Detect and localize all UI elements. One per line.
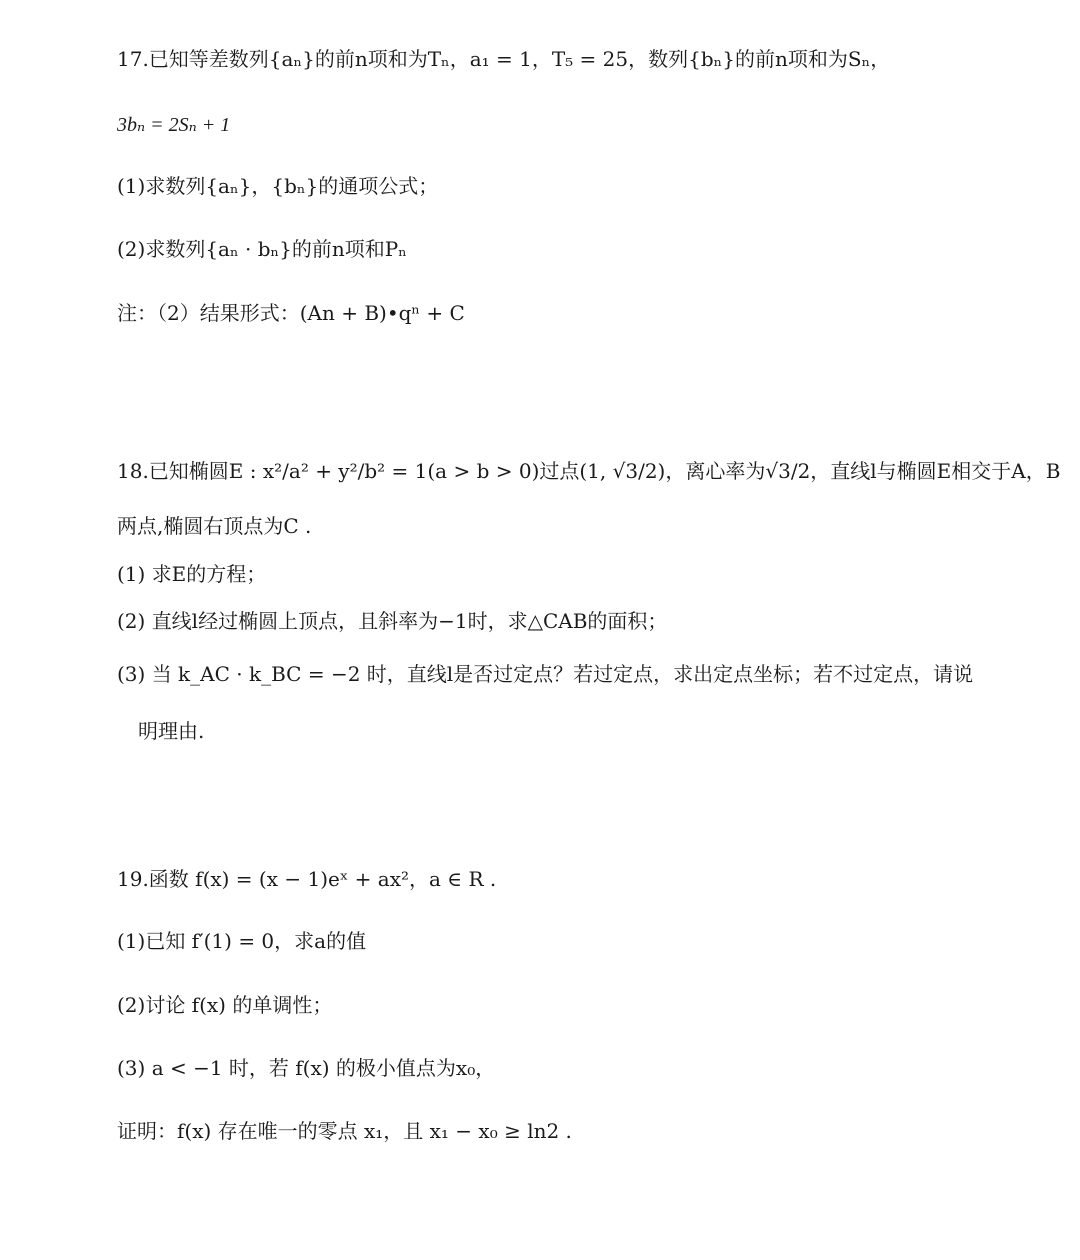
problem-18-statement: 18.已知椭圆E : x²/a² + y²/b² = 1(a > b > 0)过点(1, √3/2)，离心率为√3/2，直线l与椭圆E相交于A，B — [117, 459, 1061, 483]
problem-17-part-1: (1)求数列{aₙ}，{bₙ}的通项公式； — [117, 174, 439, 198]
problem-17-statement: 17.已知等差数列{aₙ}的前n项和为Tₙ，a₁ = 1，T₅ = 25，数列{bₙ}的前n项和为Sₙ， — [117, 47, 891, 71]
problem-19-part-3: (3) a < −1 时，若 f(x) 的极小值点为x₀， — [117, 1056, 496, 1080]
problem-18-part-3-cont: 明理由. — [138, 719, 205, 743]
problem-17-part-2: (2)求数列{aₙ · bₙ}的前n项和Pₙ — [117, 237, 407, 261]
problem-18-part-2: (2) 直线l经过椭圆上顶点，且斜率为−1时，求△CAB的面积； — [117, 609, 668, 633]
problem-17-condition: 3bₙ = 2Sₙ + 1 — [117, 114, 231, 136]
problem-19-statement: 19.函数 f(x) = (x − 1)eˣ + ax²，a ∈ R . — [117, 867, 497, 891]
problem-17-note: 注：（2）结果形式：(An + B)•qⁿ + C — [117, 301, 465, 325]
problem-18-part-3: (3) 当 k_AC · k_BC = −2 时，直线l是否过定点？若过定点，求出定点坐标；若不过定点，请说 — [117, 662, 974, 686]
problem-19-part-2: (2)讨论 f(x) 的单调性； — [117, 993, 333, 1017]
problem-19-proof: 证明：f(x) 存在唯一的零点 x₁，且 x₁ − x₀ ≥ ln2 . — [117, 1119, 572, 1143]
problem-19-part-1: (1)已知 f′(1) = 0，求a的值 — [117, 929, 367, 953]
problem-18-part-1: (1) 求E的方程； — [117, 562, 267, 586]
problem-18-statement-cont: 两点,椭圆右顶点为C . — [117, 514, 312, 538]
